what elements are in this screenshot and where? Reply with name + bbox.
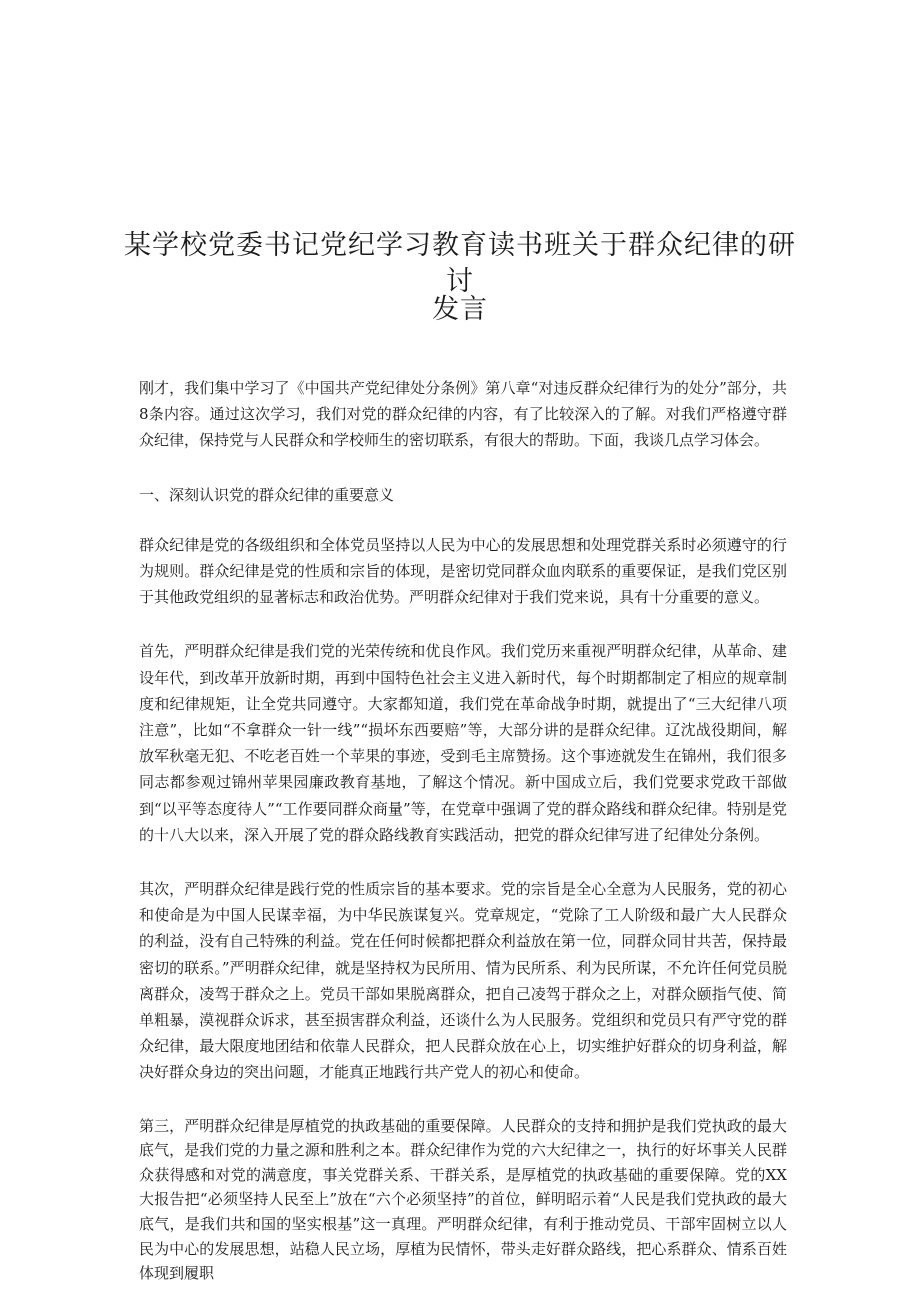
paragraph-first-point: 首先，严明群众纪律是我们党的光荣传统和优良作风。我们党历来重视严明群众纪律，从革命、建设年代，到改革开放新时期，再到中国特色社会主义进入新时代，每个时期都制定了相应的规章制度和纪律规矩，让全党共同遵守。大家都知道，我们党在革命战争时期，就提出了“三大纪律八项注意”，比如“不拿群众一针一线”“损坏东西要赔”等，大部分讲的是群众纪律。辽沈战役期间，解放军秋毫无犯、不吃老百姓一个苹果的事迹，受到毛主席赞扬。这个事迹就发生在锦州，我们很多同志都参观过锦州苹果园廉政教育基地，了解这个情况。新中国成立后，我们党要求党政干部做到“以平等态度待人”“工作要同群众商量”等，在党章中强调了党的群众路线和群众纪律。特别是党的十八大以来，深入开展了党的群众路线教育实践活动，把党的群众纪律写进了纪律处分条例。: [139, 642, 787, 844]
document-body: [139, 375, 787, 1314]
paragraph-third-point: 第三，严明群众纪律是厚植党的执政基础的重要保障。人民群众的支持和拥护是我们党执政的最大底气，是我们党的力量之源和胜利之本。群众纪律作为党的六大纪律之一，执行的好坏事关人民群众获得感和对党的满意度，事关党群关系、干群关系，是厚植党的执政基础的重要保障。党的XX大报告把“必须坚持人民至上”放在“六个必须坚持”的首位，鲜明昭示着“人民是我们党执政的最大底气，是我们共和国的坚实根基”这一真理。严明群众纪律，有利于推动党员、干部牢固树立以人民为中心的发展思想，站稳人民立场，厚植为民情怀，带头走好群众路线，把心系群众、情系百姓体现到履职: [139, 1116, 787, 1283]
paragraph-intro: 刚才，我们集中学习了《中国共产党纪律处分条例》第八章“对违反群众纪律行为的处分”部分，共8条内容。通过这次学习，我们对党的群众纪律的内容，有了比较深入的了解。对我们严格遵守群众纪律，保持党与人民群众和学校师生的密切联系，有很大的帮助。下面，我谈几点学习体会。: [139, 379, 787, 450]
section-heading-1: 一、深刻认识党的群众纪律的重要意义: [139, 485, 395, 504]
document-title-line-2: 发言: [432, 294, 488, 325]
paragraph-second-point: 其次，严明群众纪律是践行党的性质宗旨的基本要求。党的宗旨是全心全意为人民服务，党的初心和使命是为中国人民谋幸福，为中华民族谋复兴。党章规定，“党除了工人阶级和最广大人民群众的利益，没有自己特殊的利益。党在任何时候都把群众利益放在第一位，同群众同甘共苦，保持最密切的联系。”严明群众纪律，就是坚持权为民所用、情为民所系、利为民所谋，不允许任何党员脱离群众，凌驾于群众之上。党员干部如果脱离群众，把自己凌驾于群众之上，对群众颐指气使、简单粗暴，漠视群众诉求，甚至损害群众利益，还谈什么为人民服务。党组织和党员只有严守党的群众纪律，最大限度地团结和依靠人民群众，把人民群众放在心上，切实维护好群众的切身利益，解决好群众身边的突出问题，才能真正地践行共产党人的初心和使命。: [139, 880, 787, 1082]
paragraph-definition: 群众纪律是党的各级组织和全体党员坚持以人民为中心的发展思想和处理党群关系时必须遵守的行为规则。群众纪律是党的性质和宗旨的体现，是密切党同群众血肉联系的重要保证，是我们党区别于其他政党组织的显著标志和政治优势。严明群众纪律对于我们党来说，具有十分重要的意义。: [139, 535, 787, 607]
document-title-line-1: 某学校党委书记党纪学习教育读书班关于群众纪律的研讨: [124, 230, 796, 297]
